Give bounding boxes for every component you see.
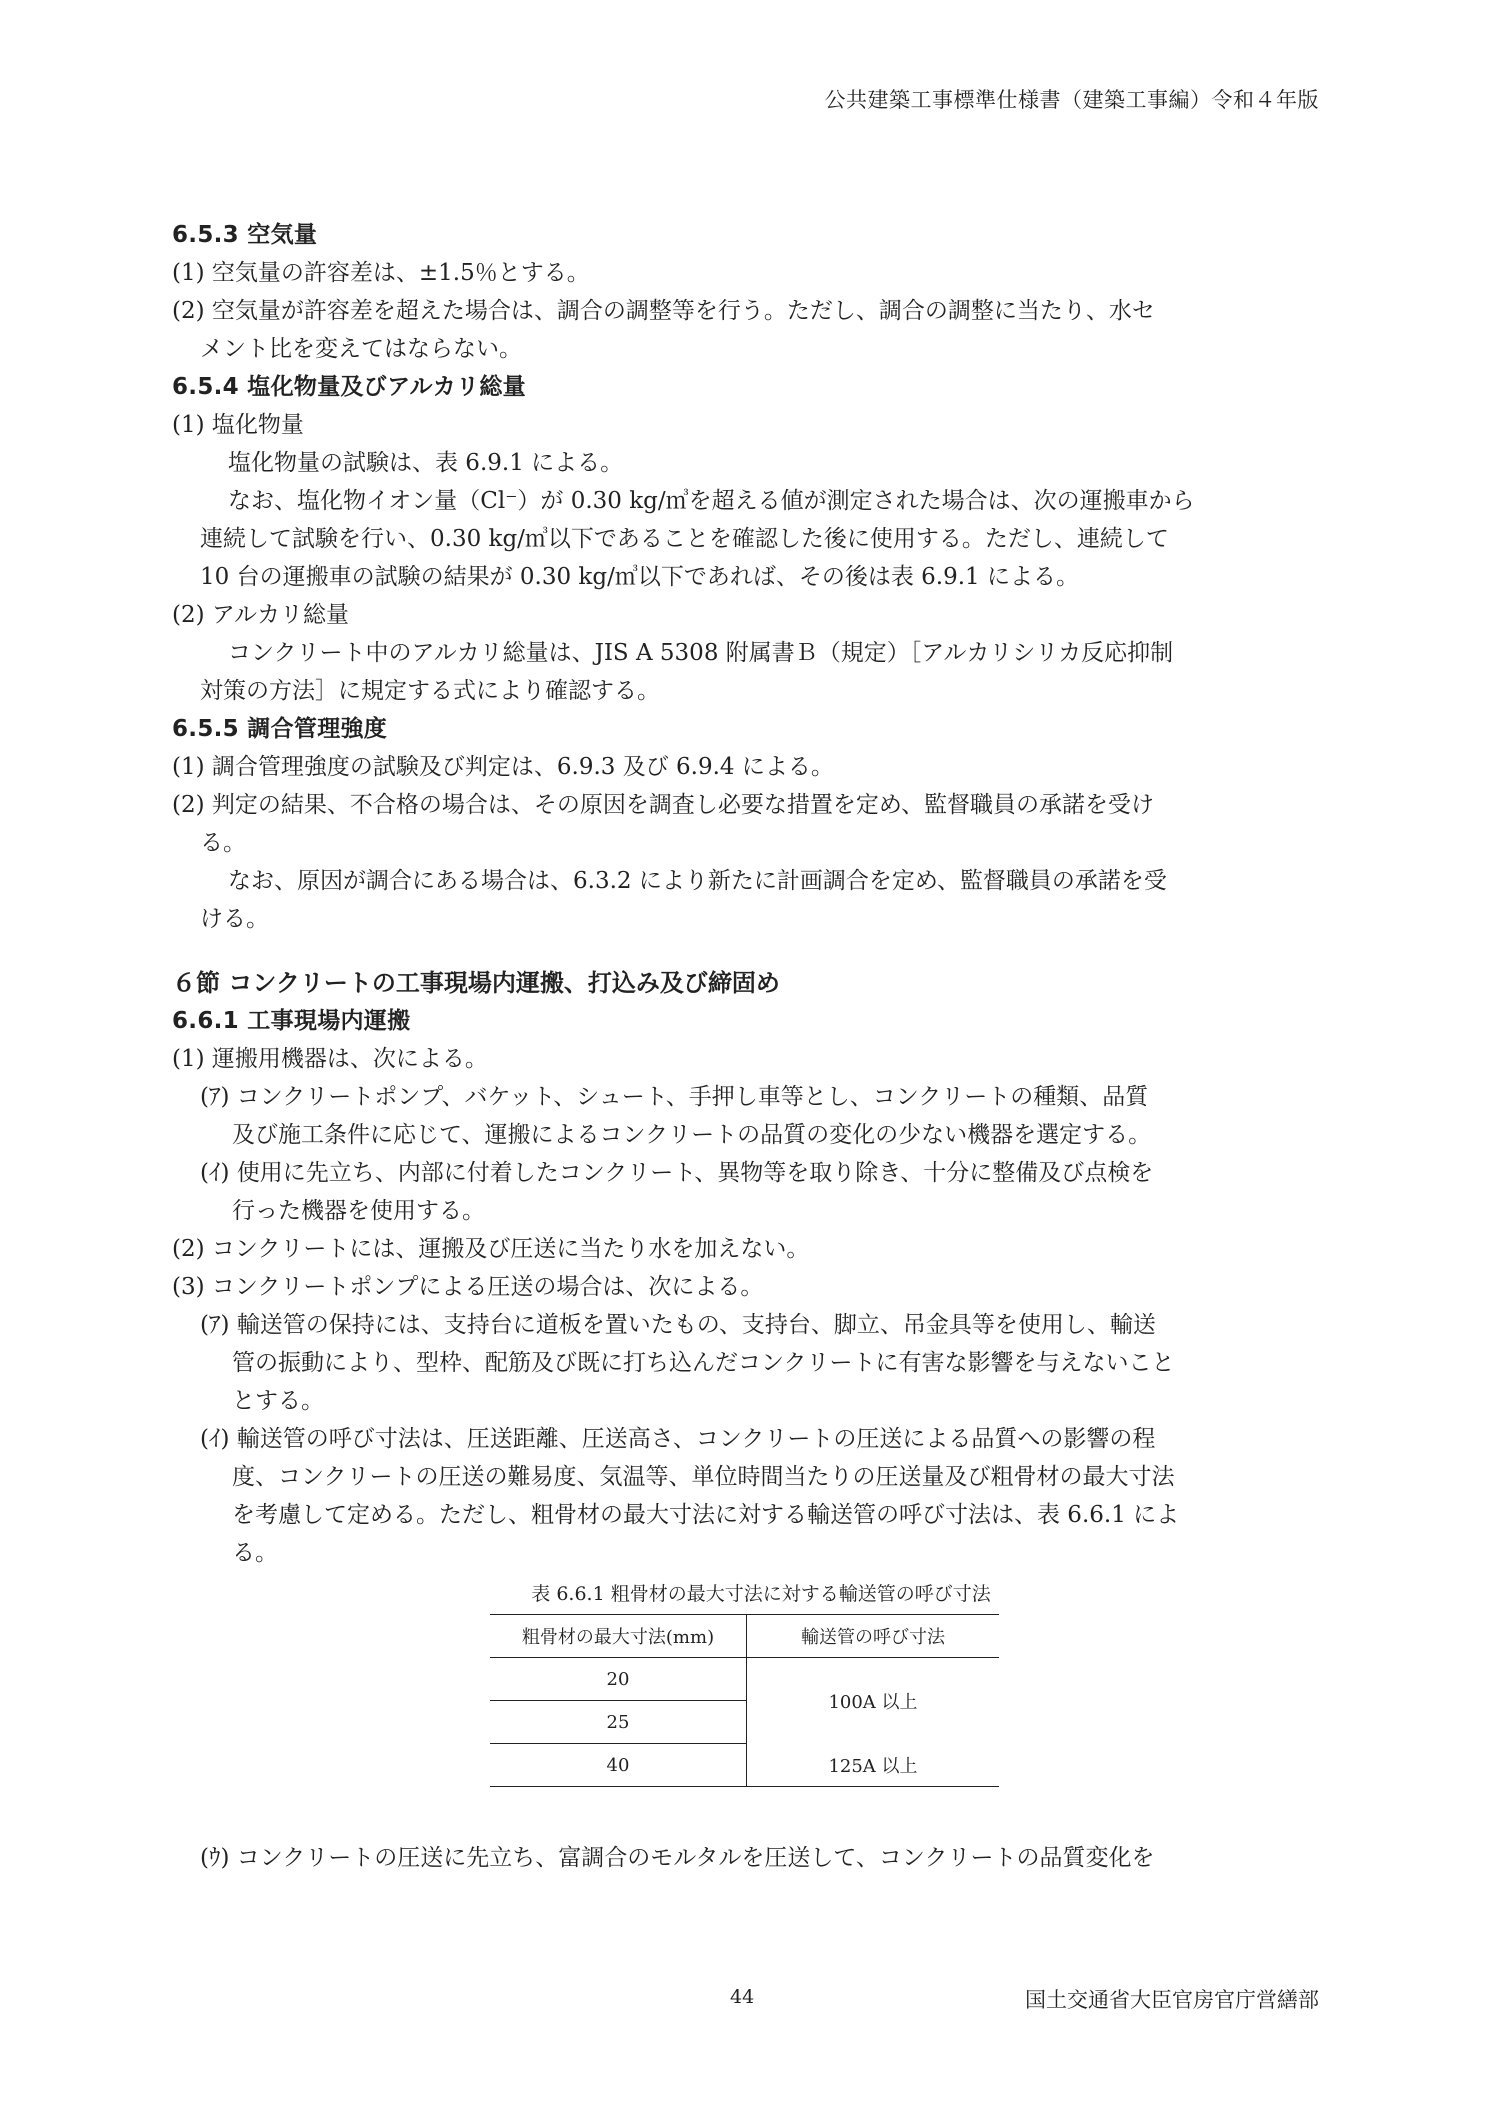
pipe-size-table: [490, 1614, 999, 1787]
paragraph-line: (1) 空気量の許容差は、±1.5％とする。: [172, 260, 590, 286]
table-cell: 20: [490, 1658, 747, 1701]
paragraph-line: なお、塩化物イオン量（Cl⁻）が 0.30 kg/㎥を超える値が測定された場合は、次の運搬車から: [228, 488, 1195, 514]
sub-item-line: (ｱ) コンクリートポンプ、バケット、シュート、手押し車等とし、コンクリートの種類、品質: [200, 1084, 1149, 1110]
table-cell: 125A 以上: [828, 1755, 918, 1777]
paragraph-line: コンクリート中のアルカリ総量は、JIS A 5308 附属書Ｂ（規定）［アルカリシリカ反応抑制: [228, 640, 1174, 666]
sub-item-line: (ｲ) 使用に先立ち、内部に付着したコンクリート、異物等を取り除き、十分に整備及び点検を: [200, 1160, 1154, 1186]
paragraph-line: (3) コンクリートポンプによる圧送の場合は、次による。: [172, 1274, 764, 1300]
sub-item-line: (ｳ) コンクリートの圧送に先立ち、富調合のモルタルを圧送して、コンクリートの品質変化を: [200, 1845, 1155, 1871]
paragraph-line: (1) 調合管理強度の試験及び判定は、6.9.3 及び 6.9.4 による。: [172, 754, 834, 780]
paragraph-line: (2) 判定の結果、不合格の場合は、その原因を調査し必要な措置を定め、監督職員の承諾を受け: [172, 792, 1154, 818]
table-cell: 100A 以上: [828, 1691, 918, 1713]
paragraph-line: メント比を変えてはならない。: [200, 336, 522, 362]
section-heading: 6.5.5 調合管理強度: [172, 716, 388, 742]
paragraph-line: 管の振動により、型枠、配筋及び既に打ち込んだコンクリートに有害な影響を与えないこと: [232, 1350, 1175, 1376]
paragraph-line: る。: [200, 830, 246, 856]
table-header-cell: 輸送管の呼び寸法: [747, 1615, 1000, 1658]
paragraph-line: 連続して試験を行い、0.30 kg/㎥以下であることを確認した後に使用する。ただし、連続して: [200, 526, 1169, 552]
table-cell: 25: [490, 1701, 747, 1744]
sub-item-line: (ｲ) 輸送管の呼び寸法は、圧送距離、圧送高さ、コンクリートの圧送による品質への影響の程: [200, 1426, 1156, 1452]
sub-item-line: (ｱ) 輸送管の保持には、支持台に道板を置いたもの、支持台、脚立、吊金具等を使用し、輸送: [200, 1312, 1156, 1338]
section-heading: 6.5.4 塩化物量及びアルカリ総量: [172, 374, 526, 400]
paragraph-line: る。: [232, 1540, 278, 1566]
paragraph-line: 対策の方法］に規定する式により確認する。: [200, 678, 660, 704]
item-heading: (2) アルカリ総量: [172, 602, 349, 628]
section-heading: 6.6.1 工事現場内運搬: [172, 1008, 411, 1034]
table-row: [490, 1744, 999, 1787]
paragraph-line: 及び施工条件に応じて、運搬によるコンクリートの品質の変化の少ない機器を選定する。: [232, 1122, 1152, 1148]
paragraph-line: 10 台の運搬車の試験の結果が 0.30 kg/㎥以下であれば、その後は表 6.9.1 による。: [200, 564, 1079, 590]
document-body: [172, 216, 1312, 1877]
footer-organization: 国土交通省大臣官房官庁営繕部: [1025, 1988, 1319, 2012]
paragraph-line: 度、コンクリートの圧送の難易度、気温等、単位時間当たりの圧送量及び粗骨材の最大寸法: [232, 1464, 1175, 1490]
page-number: 44: [730, 1986, 755, 2008]
paragraph-line: 行った機器を使用する。: [232, 1198, 485, 1224]
paragraph-line: 塩化物量の試験は、表 6.9.1 による。: [228, 450, 624, 476]
table-header-row: [490, 1615, 999, 1658]
paragraph-line: を考慮して定める。ただし、粗骨材の最大寸法に対する輸送管の呼び寸法は、表 6.6.1 によ: [232, 1502, 1180, 1528]
table-header-cell: 粗骨材の最大寸法(mm): [490, 1615, 747, 1658]
table-cell: 40: [490, 1744, 747, 1787]
paragraph-line: (2) 空気量が許容差を超えた場合は、調合の調整等を行う。ただし、調合の調整に当たり、水セ: [172, 298, 1155, 324]
paragraph-line: (1) 運搬用機器は、次による。: [172, 1046, 488, 1072]
item-heading: (1) 塩化物量: [172, 412, 304, 438]
chapter-heading: ６節 コンクリートの工事現場内運搬、打込み及び締固め: [172, 969, 780, 997]
paragraph-line: とする。: [232, 1388, 324, 1414]
table-row: [490, 1658, 999, 1701]
table-caption: 表 6.6.1 粗骨材の最大寸法に対する輸送管の呼び寸法: [531, 1583, 991, 1605]
paragraph-line: (2) コンクリートには、運搬及び圧送に当たり水を加えない。: [172, 1236, 810, 1262]
paragraph-line: ける。: [200, 906, 269, 932]
paragraph-line: なお、原因が調合にある場合は、6.3.2 により新たに計画調合を定め、監督職員の承諾を受: [228, 868, 1167, 894]
running-header: 公共建築工事標準仕様書（建築工事編）令和４年版: [824, 88, 1319, 112]
section-heading: 6.5.3 空気量: [172, 222, 318, 248]
